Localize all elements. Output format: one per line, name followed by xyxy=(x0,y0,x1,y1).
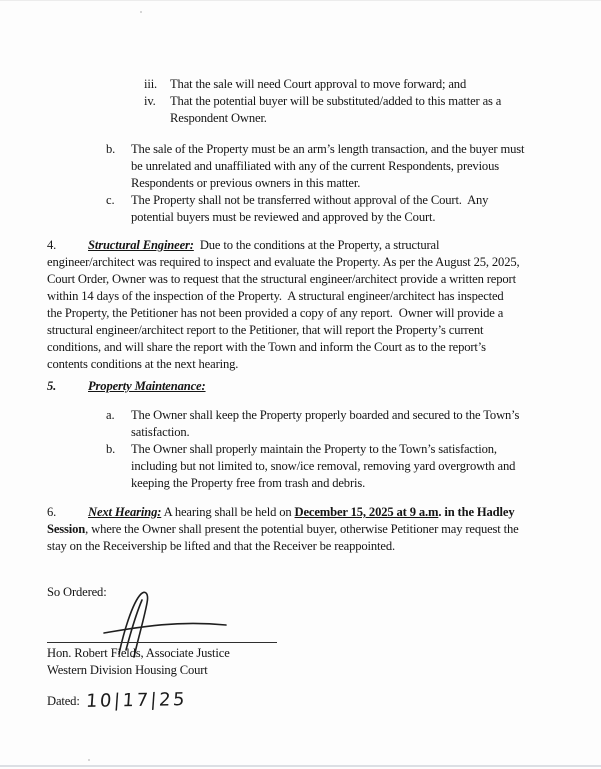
paragraph-heading: Next Hearing: xyxy=(88,505,162,519)
list-text: be unrelated and unaffiliated with any of the current Respondents, previous xyxy=(131,159,499,173)
list-item xyxy=(144,76,501,93)
paragraph-heading: Structural Engineer: xyxy=(88,238,194,252)
list-text: Respondents or previous owners in this matter. xyxy=(131,176,361,190)
paragraph-property-maintenance xyxy=(47,378,206,395)
paragraph-text: within 14 days of the inspection of the Property. A structural engineer/architect has inspected xyxy=(47,289,504,303)
paragraph-text: . in the Hadley xyxy=(438,505,515,519)
paragraph-number: 6. xyxy=(47,505,57,519)
paragraph-structural-engineer xyxy=(47,237,520,373)
list-text: satisfaction. xyxy=(131,425,190,439)
paragraph-text: the Property, the Petitioner has not been provided a copy of any report. Owner will provide a xyxy=(47,306,504,320)
so-ordered-label: So Ordered: xyxy=(47,585,107,599)
list-item xyxy=(106,441,519,492)
paragraph-next-hearing xyxy=(47,504,519,555)
paragraph-text: , where the Owner shall present the potential buyer, otherwise Petitioner may request the xyxy=(85,522,519,536)
list-marker: c. xyxy=(106,193,115,207)
list-text: The Owner shall properly maintain the Property to the Town’s satisfaction, xyxy=(131,442,497,456)
letter-list-sale-conditions xyxy=(106,141,524,226)
paragraph-text: engineer/architect was required to inspect and evaluate the Property. As per the August 25, 2025, xyxy=(47,255,520,269)
list-text: The Owner shall keep the Property properly boarded and secured to the Town’s xyxy=(131,408,520,422)
handwritten-date: 10|17|25 xyxy=(84,689,188,712)
list-text: including but not limited to, snow/ice removal, removing yard overgrowth and xyxy=(131,459,516,473)
roman-numeral-list xyxy=(144,76,501,127)
hearing-date-text: December 15, 2025 at 9 a.m xyxy=(294,505,439,519)
judge-name: Hon. Robert Fields, Associate Justice xyxy=(47,646,230,660)
paragraph-text: conditions, and will share the report with the Town and inform the Court as to the report’s xyxy=(47,340,486,354)
list-marker: a. xyxy=(106,408,115,422)
paragraph-text: A hearing shall be held on xyxy=(161,505,295,519)
list-marker: b. xyxy=(106,142,116,156)
paragraph-text: contents conditions at the next hearing. xyxy=(47,357,239,371)
list-text: Respondent Owner. xyxy=(170,111,267,125)
list-item xyxy=(144,93,501,127)
scan-edge xyxy=(0,765,601,767)
paragraph-text: Session xyxy=(47,522,86,536)
dated-label: Dated: xyxy=(47,694,80,708)
judge-identity xyxy=(47,645,230,679)
paragraph-text: Court Order, Owner was to request that the structural engineer/architect provide a written report xyxy=(47,272,516,286)
list-text: keeping the Property free from trash and debris. xyxy=(131,476,366,490)
paragraph-text: stay on the Receivership be lifted and that the Receiver be reappointed. xyxy=(47,539,395,553)
list-text: The Property shall not be transferred without approval of the Court. Any xyxy=(131,193,489,207)
paragraph-heading: Property Maintenance: xyxy=(88,379,206,393)
list-marker: iv. xyxy=(144,94,156,108)
list-text: That the potential buyer will be substituted/added to this matter as a xyxy=(170,94,502,108)
paragraph-number: 5. xyxy=(47,379,57,393)
paragraph-number: 4. xyxy=(47,238,57,252)
list-item xyxy=(106,141,524,192)
list-text: That the sale will need Court approval to move forward; and xyxy=(170,77,467,91)
list-marker: iii. xyxy=(144,77,158,91)
list-marker: b. xyxy=(106,442,116,456)
list-text: potential buyers must be reviewed and approved by the Court. xyxy=(131,210,436,224)
list-item xyxy=(106,407,519,441)
signature-line xyxy=(47,642,277,643)
paragraph-text: Due to the conditions at the Property, a structural xyxy=(193,238,440,252)
court-name: Western Division Housing Court xyxy=(47,663,208,677)
paragraph-text: structural engineer/architect report to the Petitioner, that will report the Property’s current xyxy=(47,323,484,337)
list-item xyxy=(106,192,524,226)
scan-speck xyxy=(140,11,142,13)
dated-row xyxy=(47,689,188,712)
list-text: The sale of the Property must be an arm’s length transaction, and the buyer must xyxy=(131,142,525,156)
letter-list-maintenance xyxy=(106,407,519,492)
scan-speck xyxy=(88,759,90,761)
